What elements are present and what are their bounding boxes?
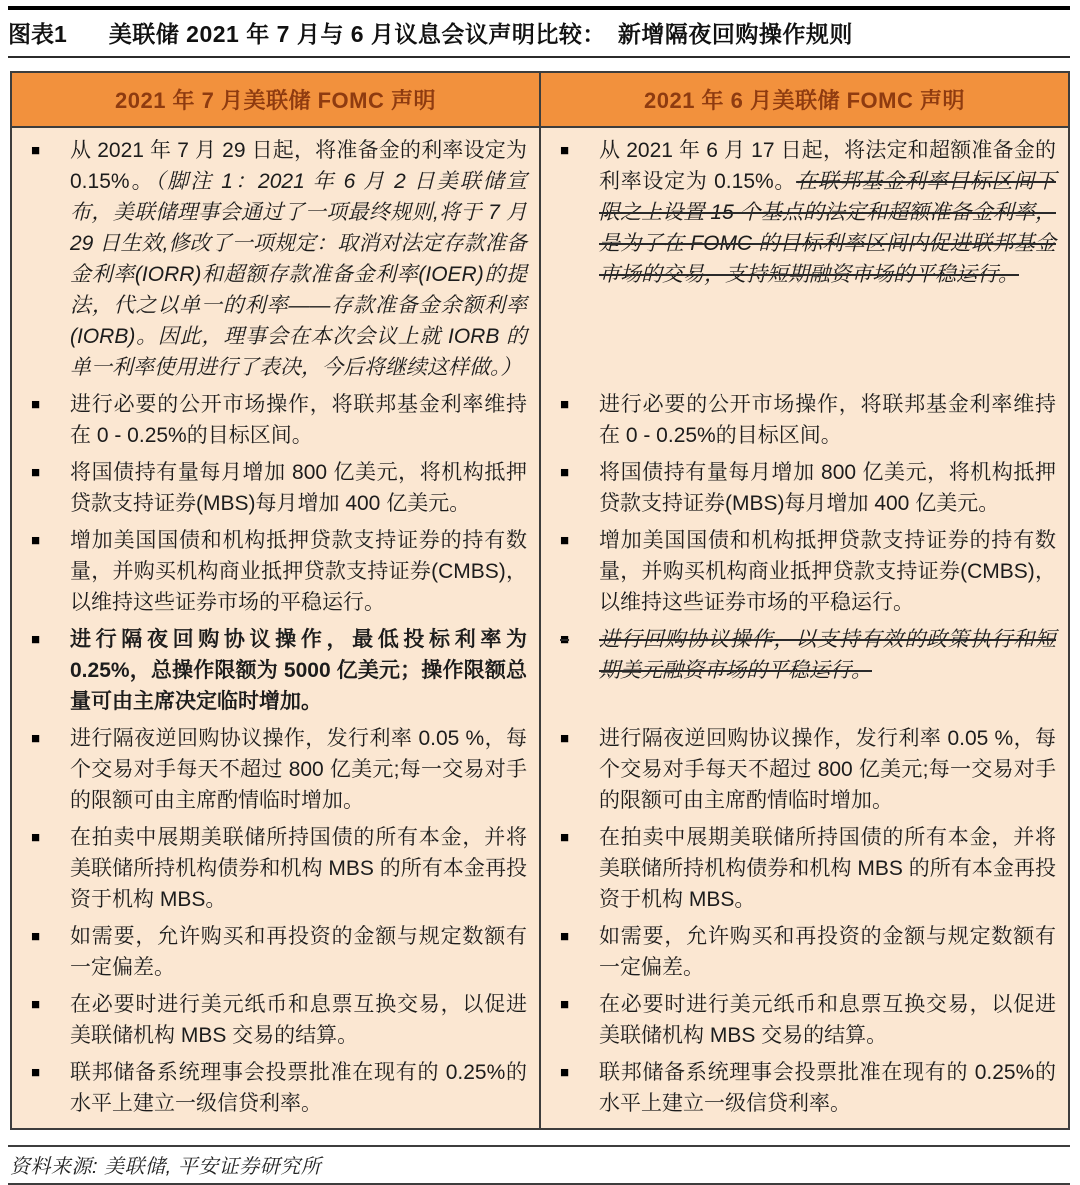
- bullet-item: [12, 921, 527, 983]
- table-row: [11, 1054, 1069, 1129]
- statement-text: [599, 921, 1056, 983]
- bullet-item: [12, 1057, 527, 1119]
- statement-segment-normal: 进行隔夜逆回购协议操作，发行利率 0.05 %，每个交易对手每天不超过 800 亿美元;每一交易对手的限额可由主席酌情临时增加。: [70, 727, 527, 812]
- statement-segment-normal: 联邦储备系统理事会投票批准在现有的 0.25%的水平上建立一级信贷利率。: [70, 1061, 527, 1115]
- bullet-item: [541, 921, 1056, 983]
- statement-segment-normal: 增加美国国债和机构抵押贷款支持证券的持有数量，并购买机构商业抵押贷款支持证券(CMBS)，以维持这些证券市场的平稳运行。: [70, 529, 527, 614]
- statement-text: [70, 1057, 527, 1119]
- bullet-square-icon: ■: [560, 142, 570, 159]
- table-row: [11, 819, 1069, 918]
- header-row: [11, 72, 1069, 127]
- statement-segment-strike: 进行回购协议操作，以支持有效的政策执行和短期美元融资市场的平稳运行。: [599, 628, 1056, 682]
- statement-cell-right: [540, 720, 1069, 819]
- bullet-item: [541, 135, 1056, 290]
- bullet-square-icon: ■: [31, 464, 41, 481]
- statement-cell-right: [540, 522, 1069, 621]
- header-cell-june: 2021 年 6 月美联储 FOMC 声明: [540, 72, 1069, 127]
- statement-cell-left: [11, 720, 540, 819]
- figure-label: 图表1: [8, 21, 67, 47]
- statement-cell-left: [11, 386, 540, 454]
- bullet-item: [541, 989, 1056, 1051]
- bullet-square-icon: ■: [31, 631, 41, 648]
- statement-cell-left: [11, 918, 540, 986]
- bullet-square-icon: ■: [560, 631, 570, 648]
- statement-segment-normal: 进行必要的公开市场操作，将联邦基金利率维持在 0 - 0.25%的目标区间。: [70, 393, 527, 447]
- table-row: [11, 127, 1069, 386]
- fomc-comparison-table: [10, 71, 1070, 1130]
- statement-segment-normal: 在拍卖中展期美联储所持国债的所有本金，并将美联储所持机构债券和机构 MBS 的所有本金再投资于机构 MBS。: [70, 826, 527, 911]
- statement-text: [599, 723, 1056, 816]
- table-row: [11, 621, 1069, 720]
- bullet-square-icon: ■: [560, 464, 570, 481]
- bullet-square-icon: ■: [31, 142, 41, 159]
- statement-text: [70, 921, 527, 983]
- bullet-item: [12, 989, 527, 1051]
- statement-segment-normal: 在必要时进行美元纸币和息票互换交易，以促进美联储机构 MBS 交易的结算。: [599, 993, 1056, 1047]
- comparison-table-body: [11, 127, 1069, 1129]
- statement-segment-normal: 如需要，允许购买和再投资的金额与规定数额有一定偏差。: [599, 925, 1056, 979]
- bullet-item: [12, 135, 527, 383]
- statement-cell-left: [11, 621, 540, 720]
- statement-cell-left: [11, 522, 540, 621]
- table-header: [11, 72, 1069, 127]
- table-row: [11, 522, 1069, 621]
- table-row: [11, 918, 1069, 986]
- statement-text: [599, 989, 1056, 1051]
- bullet-square-icon: ■: [31, 928, 41, 945]
- header-cell-july: 2021 年 7 月美联储 FOMC 声明: [11, 72, 540, 127]
- source-text: 资料来源: 美联储, 平安证券研究所: [10, 1156, 322, 1178]
- statement-text: [599, 389, 1056, 451]
- bullet-square-icon: ■: [560, 928, 570, 945]
- statement-segment-normal: 如需要，允许购买和再投资的金额与规定数额有一定偏差。: [70, 925, 527, 979]
- statement-cell-left: [11, 127, 540, 386]
- bullet-square-icon: ■: [31, 532, 41, 549]
- bullet-square-icon: ■: [560, 996, 570, 1013]
- statement-cell-left: [11, 986, 540, 1054]
- statement-text: [70, 822, 527, 915]
- statement-segment-normal: 增加美国国债和机构抵押贷款支持证券的持有数量，并购买机构商业抵押贷款支持证券(CMBS)，以维持这些证券市场的平稳运行。: [599, 529, 1056, 614]
- statement-text: [599, 1057, 1056, 1119]
- bullet-item: [12, 389, 527, 451]
- statement-cell-right: [540, 127, 1069, 386]
- statement-text: [70, 525, 527, 618]
- bullet-square-icon: ■: [31, 829, 41, 846]
- statement-cell-right: [540, 386, 1069, 454]
- bullet-item: [12, 822, 527, 915]
- bullet-square-icon: ■: [560, 730, 570, 747]
- statement-segment-normal: 在拍卖中展期美联储所持国债的所有本金，并将美联储所持机构债券和机构 MBS 的所有本金再投资于机构 MBS。: [599, 826, 1056, 911]
- bullet-item: [541, 1057, 1056, 1119]
- statement-cell-right: [540, 986, 1069, 1054]
- statement-text: [70, 989, 527, 1051]
- statement-segment-normal: 将国债持有量每月增加 800 亿美元，将机构抵押贷款支持证券(MBS)每月增加 400 亿美元。: [70, 461, 527, 515]
- bullet-item: [541, 822, 1056, 915]
- statement-cell-right: [540, 454, 1069, 522]
- table-row: [11, 386, 1069, 454]
- statement-segment-normal: 从 2021 年 6 月 17 日起，将法定和超额准备金的利率设定为 0.15%。: [599, 139, 1056, 193]
- statement-segment-normal: 进行隔夜逆回购协议操作，发行利率 0.05 %，每个交易对手每天不超过 800 亿美元;每一交易对手的限额可由主席酌情临时增加。: [599, 727, 1056, 812]
- statement-segment-normal: 联邦储备系统理事会投票批准在现有的 0.25%的水平上建立一级信贷利率。: [599, 1061, 1056, 1115]
- bullet-square-icon: ■: [560, 396, 570, 413]
- statement-cell-left: [11, 819, 540, 918]
- statement-text: [599, 624, 1056, 686]
- statement-segment-strike: 在联邦基金利率目标区间下限之上设置 15 个基点的法定和超额准备金利率，是为了在 FOMC 的目标利率区间内促进联邦基金市场的交易，支持短期融资市场的平稳运行。: [599, 170, 1056, 286]
- statement-cell-left: [11, 1054, 540, 1129]
- statement-cell-right: [540, 819, 1069, 918]
- statement-segment-normal: 在必要时进行美元纸币和息票互换交易，以促进美联储机构 MBS 交易的结算。: [70, 993, 527, 1047]
- statement-segment-normal: 将国债持有量每月增加 800 亿美元，将机构抵押贷款支持证券(MBS)每月增加 400 亿美元。: [599, 461, 1056, 515]
- bullet-item: [12, 457, 527, 519]
- bullet-item: [12, 624, 527, 717]
- statement-text: [70, 389, 527, 451]
- statement-text: [599, 135, 1056, 290]
- bullet-item: [12, 723, 527, 816]
- statement-cell-right: [540, 621, 1069, 720]
- statement-text: [599, 525, 1056, 618]
- table-row: [11, 720, 1069, 819]
- bullet-square-icon: ■: [31, 1064, 41, 1081]
- bullet-square-icon: ■: [560, 532, 570, 549]
- statement-segment-italic: （脚注 1：2021 年 6 月 2 日美联储宣布，美联储理事会通过了一项最终规则,将于 7 月 29 日生效,修改了一项规定：取消对法定存款准备金利率(IORR)和超额存款准备金利率(IOER)的提法，代之以单一的利率——存款准备金余额利率(IORB)。因此，理事会在本次会议上就 IORB 的单一利率使用进行了表决，今后将继续这样做。）: [70, 170, 527, 379]
- statement-segment-normal: 进行必要的公开市场操作，将联邦基金利率维持在 0 - 0.25%的目标区间。: [599, 393, 1056, 447]
- statement-text: [599, 822, 1056, 915]
- statement-text: [599, 457, 1056, 519]
- statement-text: [70, 135, 527, 383]
- statement-cell-right: [540, 1054, 1069, 1129]
- source-block: [8, 1145, 1070, 1185]
- bullet-item: [541, 624, 1056, 686]
- bullet-square-icon: ■: [560, 829, 570, 846]
- figure-title: 美联储 2021 年 7 月与 6 月议息会议声明比较： 新增隔夜回购操作规则: [108, 21, 853, 47]
- statement-cell-left: [11, 454, 540, 522]
- table-row: [11, 986, 1069, 1054]
- bullet-square-icon: ■: [31, 396, 41, 413]
- bullet-item: [541, 389, 1056, 451]
- figure-title-row: [0, 10, 1080, 56]
- table-row: [11, 454, 1069, 522]
- bullet-item: [12, 525, 527, 618]
- bullet-item: [541, 457, 1056, 519]
- bullet-square-icon: ■: [31, 996, 41, 1013]
- bullet-item: [541, 525, 1056, 618]
- statement-segment-bold: 进行隔夜回购协议操作，最低投标利率为 0.25%，总操作限额为 5000 亿美元；操作限额总量可由主席决定临时增加。: [70, 628, 527, 713]
- bullet-item: [541, 723, 1056, 816]
- title-divider: [8, 56, 1070, 58]
- statement-text: [70, 624, 527, 717]
- statement-cell-right: [540, 918, 1069, 986]
- bullet-square-icon: ■: [31, 730, 41, 747]
- report-figure-page: [0, 6, 1080, 1178]
- statement-segment-normal: 从 2021 年 7 月 29 日起，将准备金的利率设定为 0.15%。: [70, 139, 527, 193]
- bullet-square-icon: ■: [560, 1064, 570, 1081]
- statement-text: [70, 457, 527, 519]
- statement-text: [70, 723, 527, 816]
